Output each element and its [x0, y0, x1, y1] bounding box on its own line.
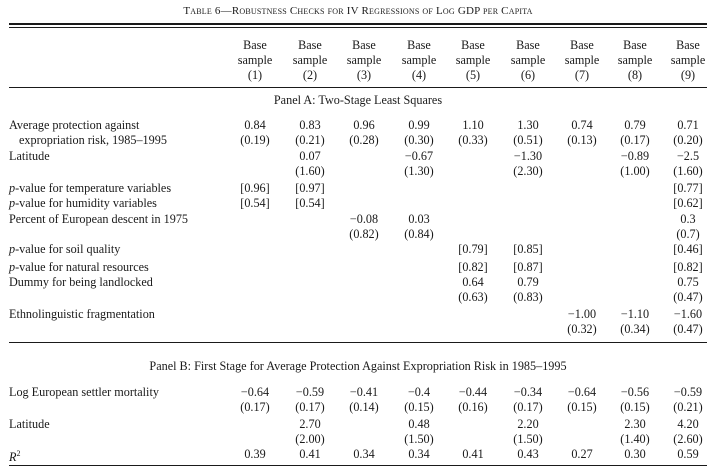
column-number: (5): [465, 68, 481, 82]
cell-value: −0.44: [458, 385, 488, 399]
cell-value: [0.46]: [673, 242, 703, 256]
cell-value: [0.85]: [513, 242, 543, 256]
cell-value: [0.87]: [513, 260, 543, 274]
cell-value: 0.71: [677, 118, 699, 132]
cell-value: 2.20: [517, 417, 539, 431]
cell-value: 4.20: [677, 417, 699, 431]
column-header-line2: sample: [292, 53, 328, 67]
cell-value: 0.99: [408, 118, 430, 132]
cell-value: [0.82]: [458, 260, 488, 274]
cell-se: (1.60): [295, 164, 325, 178]
cell-se: (0.17): [620, 133, 650, 147]
cell-se: (0.21): [295, 133, 325, 147]
cell-value: 0.79: [624, 118, 646, 132]
cell-value: [0.54]: [295, 196, 325, 210]
cell-se: (1.00): [620, 164, 650, 178]
column-header-line1: Base: [623, 38, 647, 52]
cell-value: 0.83: [299, 118, 321, 132]
cell-value: 1.30: [517, 118, 539, 132]
cell-se: (0.82): [349, 227, 379, 241]
cell-se: (0.34): [620, 322, 650, 336]
cell-value: 0.41: [299, 447, 321, 461]
panel-a-title: Panel A: Two-Stage Least Squares: [273, 93, 443, 107]
cell-value: −0.41: [349, 385, 379, 399]
column-number: (7): [574, 68, 590, 82]
cell-value: −2.5: [676, 149, 700, 163]
column-header-line2: sample: [670, 53, 706, 67]
cell-value: −1.10: [620, 307, 650, 321]
cell-value: 0.74: [571, 118, 593, 132]
row-label: p-value for soil quality: [9, 242, 121, 256]
column-header-line1: Base: [570, 38, 594, 52]
cell-se: (1.30): [404, 164, 434, 178]
cell-value: [0.79]: [458, 242, 488, 256]
cell-se: (0.47): [673, 322, 703, 336]
cell-value: 0.30: [624, 447, 646, 461]
cell-se: (0.17): [513, 400, 543, 414]
cell-value: −0.64: [567, 385, 597, 399]
column-header-line2: sample: [455, 53, 491, 67]
panel-b-title: Panel B: First Stage for Average Protection Against Expropriation Risk in 1985–1995: [149, 359, 567, 373]
column-number: (3): [356, 68, 372, 82]
cell-value: 0.34: [353, 447, 375, 461]
column-number: (9): [680, 68, 696, 82]
cell-se: (0.15): [404, 400, 434, 414]
column-number: (1): [247, 68, 263, 82]
cell-se: (1.50): [513, 432, 543, 446]
column-header-line2: sample: [617, 53, 653, 67]
cell-value: 0.03: [408, 212, 430, 226]
cell-value: [0.77]: [673, 181, 703, 195]
column-header-line2: sample: [237, 53, 273, 67]
cell-se: (0.13): [567, 133, 597, 147]
cell-value: −0.56: [620, 385, 650, 399]
row-label: Dummy for being landlocked: [9, 275, 153, 289]
cell-se: (1.50): [404, 432, 434, 446]
cell-value: [0.62]: [673, 196, 703, 210]
cell-value: −0.59: [673, 385, 703, 399]
cell-se: (1.60): [673, 164, 703, 178]
column-header-line1: Base: [243, 38, 267, 52]
cell-se: (2.00): [295, 432, 325, 446]
row-label: p-value for humidity variables: [9, 196, 157, 210]
top-rule: [9, 23, 707, 25]
cell-value: 0.96: [353, 118, 375, 132]
column-header-line2: sample: [564, 53, 600, 67]
cell-value: −0.64: [240, 385, 270, 399]
column-header-line1: Base: [676, 38, 700, 52]
cell-se: (0.63): [458, 290, 488, 304]
column-header-line1: Base: [298, 38, 322, 52]
cell-value: 0.39: [244, 447, 266, 461]
cell-value: −1.60: [673, 307, 703, 321]
cell-se: (0.28): [349, 133, 379, 147]
column-number: (6): [520, 68, 536, 82]
cell-se: (0.32): [567, 322, 597, 336]
cell-se: (0.7): [676, 227, 700, 241]
cell-value: [0.97]: [295, 181, 325, 195]
column-header-line2: sample: [401, 53, 437, 67]
cell-value: 0.34: [408, 447, 430, 461]
row-label: expropriation risk, 1985–1995: [19, 132, 167, 147]
cell-se: (0.16): [458, 400, 488, 414]
panel-rule: [9, 342, 707, 343]
cell-value: 2.70: [299, 417, 321, 431]
cell-value: 0.75: [677, 275, 699, 289]
cell-se: (0.21): [673, 400, 703, 414]
column-header-line1: Base: [461, 38, 485, 52]
cell-value: −0.4: [407, 385, 431, 399]
column-header-line2: sample: [510, 53, 546, 67]
cell-value: 0.48: [408, 417, 430, 431]
row-label: p-value for temperature variables: [9, 181, 172, 195]
caption-dash: —: [220, 5, 232, 17]
header-rule: [9, 87, 707, 88]
row-label: Ethnolinguistic fragmentation: [9, 307, 155, 321]
cell-value: 0.3: [680, 212, 696, 226]
cell-se: (0.15): [567, 400, 597, 414]
row-label: p-value for natural resources: [9, 260, 149, 274]
cell-value: 0.27: [571, 447, 593, 461]
cell-value: 0.79: [517, 275, 539, 289]
row-label: Latitude: [9, 149, 50, 163]
cell-value: −1.30: [513, 149, 543, 163]
cell-value: −0.34: [513, 385, 543, 399]
cell-value: [0.54]: [240, 196, 270, 210]
row-label: Log European settler mortality: [9, 385, 159, 399]
cell-se: (0.47): [673, 290, 703, 304]
column-header-line2: sample: [346, 53, 382, 67]
column-number: (2): [302, 68, 318, 82]
caption-label: Table 6: [183, 5, 221, 17]
cell-se: (0.14): [349, 400, 379, 414]
bottom-rule: [9, 465, 707, 466]
column-header-line1: Base: [516, 38, 540, 52]
cell-value: −0.89: [620, 149, 650, 163]
row-label: Percent of European descent in 1975: [9, 212, 189, 226]
cell-se: (0.15): [620, 400, 650, 414]
column-header-line1: Base: [407, 38, 431, 52]
table-caption: [0, 4, 716, 18]
cell-value: 0.43: [517, 447, 539, 461]
row-label: Latitude: [9, 417, 50, 431]
cell-value: −1.00: [567, 307, 597, 321]
row-label: $R^2$: [9, 449, 21, 465]
cell-value: [0.82]: [673, 260, 703, 274]
column-header-line1: Base: [352, 38, 376, 52]
cell-se: (0.19): [240, 133, 270, 147]
cell-value: −0.08: [349, 212, 379, 226]
cell-value: 0.59: [677, 447, 699, 461]
cell-se: (0.84): [404, 227, 434, 241]
cell-value: [0.96]: [240, 181, 270, 195]
cell-se: (0.20): [673, 133, 703, 147]
row-label: Average protection against: [9, 118, 140, 132]
cell-value: 2.30: [624, 417, 646, 431]
cell-se: (0.17): [295, 400, 325, 414]
column-number: (8): [627, 68, 643, 82]
caption-text: Robustness Checks for IV Regressions of Log GDP per Capita: [231, 5, 533, 17]
cell-se: (2.60): [673, 432, 703, 446]
cell-value: −0.67: [404, 149, 434, 163]
cell-value: −0.59: [295, 385, 325, 399]
top-rule-thin: [9, 27, 707, 28]
column-number: (4): [411, 68, 427, 82]
cell-value: 0.64: [462, 275, 484, 289]
cell-value: 0.41: [462, 447, 484, 461]
cell-se: (0.83): [513, 290, 543, 304]
cell-value: 1.10: [462, 118, 484, 132]
cell-value: 0.07: [299, 149, 321, 163]
cell-se: (0.51): [513, 133, 543, 147]
cell-se: (0.33): [458, 133, 488, 147]
cell-se: (1.40): [620, 432, 650, 446]
cell-se: (2.30): [513, 164, 543, 178]
cell-se: (0.17): [240, 400, 270, 414]
cell-value: 0.84: [244, 118, 266, 132]
cell-se: (0.30): [404, 133, 434, 147]
